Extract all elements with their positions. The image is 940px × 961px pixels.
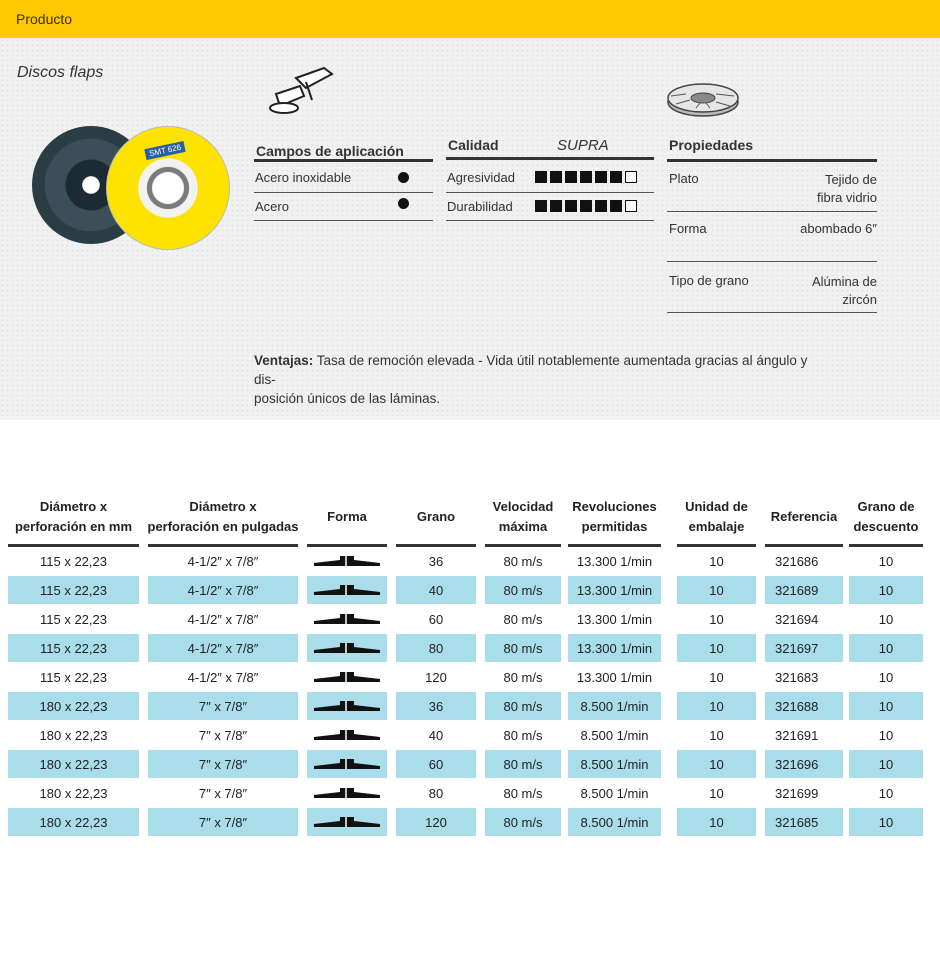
table-cell-ref: 321699 (775, 785, 819, 801)
table-cell-ref: 321694 (775, 611, 819, 627)
column-header: Diámetro x perforación en pulgadas (147, 499, 299, 534)
propiedades-rule (667, 159, 877, 162)
table-cell-rev: 8.500 1/min (568, 750, 661, 778)
table-cell-vel: 80 m/s (503, 553, 543, 569)
table-cell-mm: 115 x 22,23 (40, 553, 107, 569)
table-cell-grano: 40 (396, 576, 476, 604)
table-cell-desc: 10 (878, 669, 894, 685)
table-cell-rev: 8.500 1/min (580, 785, 649, 801)
table-cell-ref: 321696 (765, 750, 843, 778)
forma-shape-icon (307, 634, 387, 662)
table-cell-desc: 10 (878, 785, 894, 801)
rating-square-filled (580, 171, 592, 183)
forma-shape-icon (307, 663, 387, 691)
table-cell-mm: 115 x 22,23 (8, 634, 139, 662)
table-cell-grano: 60 (428, 611, 444, 627)
campos-item-label: Acero (255, 199, 289, 214)
table-cell-ref: 321688 (765, 692, 843, 720)
table-cell-unid: 10 (677, 634, 756, 662)
table-cell-desc: 10 (878, 611, 894, 627)
durabilidad-rating (535, 200, 637, 212)
propiedades-title: Propiedades (669, 137, 754, 153)
table-cell-in: 4-1/2″ x 7/8″ (187, 669, 259, 685)
table-cell-vel: 80 m/s (485, 634, 561, 662)
table-cell-rev: 8.500 1/min (568, 692, 661, 720)
column-header: Referencia (770, 509, 838, 524)
table-cell-unid: 10 (677, 576, 756, 604)
table-cell-vel: 80 m/s (503, 785, 543, 801)
table-cell-mm: 115 x 22,23 (40, 669, 107, 685)
table-cell-in: 7″ x 7/8″ (148, 808, 298, 836)
forma-shape-icon (307, 692, 387, 720)
table-cell-ref: 321691 (775, 727, 819, 743)
campos-item-label: Acero inoxidable (255, 170, 352, 185)
agresividad-rating (535, 171, 637, 183)
prop-label: Forma (669, 221, 707, 236)
rating-square-filled (595, 200, 607, 212)
rating-square-empty (625, 200, 637, 212)
table-cell-rev: 13.300 1/min (576, 553, 653, 569)
table-cell-mm: 180 x 22,23 (39, 727, 108, 743)
table-cell-unid: 10 (709, 785, 724, 801)
calidad-rule (446, 157, 654, 160)
table-cell-ref: 321689 (765, 576, 843, 604)
table-cell-rev: 13.300 1/min (568, 634, 661, 662)
column-header: Unidad de embalaje (685, 499, 748, 534)
table-cell-ref: 321683 (775, 669, 819, 685)
table-cell-rev: 8.500 1/min (580, 727, 649, 743)
applicable-dot-icon (398, 172, 409, 183)
forma-shape-icon (307, 547, 387, 575)
table-cell-desc: 10 (849, 576, 923, 604)
table-cell-mm: 180 x 22,23 (39, 785, 108, 801)
quality-grade: SUPRA (557, 137, 609, 154)
table-cell-unid: 10 (709, 611, 724, 627)
rating-square-filled (565, 171, 577, 183)
top-bar (0, 0, 940, 38)
angle-grinder-icon (266, 64, 336, 118)
table-cell-grano: 40 (428, 727, 444, 743)
table-cell-in: 7″ x 7/8″ (148, 750, 298, 778)
rating-square-filled (550, 171, 562, 183)
column-header: Diámetro x perforación en mm (14, 499, 133, 534)
divider (254, 192, 433, 193)
table-cell-ref: 321686 (775, 553, 819, 569)
table-cell-vel: 80 m/s (485, 692, 561, 720)
prop-label: Tipo de grano (669, 273, 749, 288)
divider (667, 312, 877, 313)
forma-shape-icon (307, 808, 387, 836)
table-cell-vel: 80 m/s (503, 669, 543, 685)
forma-shape-icon (307, 576, 387, 604)
calidad-title: Calidad (448, 137, 499, 153)
table-cell-in: 4-1/2″ x 7/8″ (148, 634, 298, 662)
table-cell-vel: 80 m/s (485, 576, 561, 604)
prop-label: Plato (669, 171, 699, 186)
table-cell-mm: 180 x 22,23 (8, 692, 139, 720)
table-cell-ref: 321697 (765, 634, 843, 662)
divider (446, 192, 654, 193)
header-title: Producto (16, 11, 73, 27)
table-cell-grano: 60 (396, 750, 476, 778)
disc-badge: SMT 626 (144, 141, 186, 160)
campos-title: Campos de aplicación (256, 143, 404, 159)
rating-square-filled (595, 171, 607, 183)
table-cell-desc: 10 (878, 553, 894, 569)
campos-rule (254, 159, 433, 162)
table-cell-mm: 180 x 22,23 (8, 750, 139, 778)
table-cell-unid: 10 (709, 727, 724, 743)
table-cell-unid: 10 (677, 692, 756, 720)
table-cell-in: 4-1/2″ x 7/8″ (148, 576, 298, 604)
table-cell-vel: 80 m/s (503, 727, 543, 743)
table-cell-grano: 120 (425, 669, 447, 685)
table-cell-rev: 13.300 1/min (576, 611, 653, 627)
rating-square-filled (535, 171, 547, 183)
divider (254, 220, 433, 221)
prop-value: Alúmina de zircón (811, 274, 877, 307)
rating-square-filled (610, 200, 622, 212)
table-cell-mm: 115 x 22,23 (40, 611, 107, 627)
ventajas-text: Ventajas: Tasa de remoción elevada - Vida útil notablemente aumentada gracias al ángulo y dis- posición únicos de las láminas. (254, 353, 808, 406)
table-cell-in: 4-1/2″ x 7/8″ (187, 553, 259, 569)
forma-shape-icon (307, 721, 387, 749)
table-cell-vel: 80 m/s (485, 808, 561, 836)
table-cell-grano: 80 (428, 785, 444, 801)
forma-shape-icon (307, 750, 387, 778)
rating-square-filled (535, 200, 547, 212)
divider (446, 220, 654, 221)
table-cell-desc: 10 (849, 750, 923, 778)
rating-square-filled (610, 171, 622, 183)
column-header: Revoluciones permitidas (572, 499, 657, 534)
table-cell-unid: 10 (677, 808, 756, 836)
forma-shape-icon (307, 779, 387, 807)
rating-square-filled (550, 200, 562, 212)
table-cell-mm: 180 x 22,23 (8, 808, 139, 836)
column-header: Velocidad máxima (492, 499, 554, 534)
table-cell-vel: 80 m/s (485, 750, 561, 778)
table-cell-vel: 80 m/s (503, 611, 543, 627)
table-cell-grano: 120 (396, 808, 476, 836)
column-header: Grano (416, 509, 456, 524)
table-cell-desc: 10 (849, 692, 923, 720)
table-cell-in: 7″ x 7/8″ (198, 727, 248, 743)
prop-value: Tejido de fibra vidrio (817, 172, 877, 205)
column-header: Grano de descuento (853, 499, 919, 534)
product-name: Discos flaps (17, 64, 104, 81)
table-cell-ref: 321685 (765, 808, 843, 836)
divider (667, 261, 877, 262)
table-cell-rev: 13.300 1/min (576, 669, 653, 685)
divider (667, 211, 877, 212)
table-cell-in: 7″ x 7/8″ (148, 692, 298, 720)
calidad-item-label: Agresividad (447, 170, 515, 185)
rating-square-empty (625, 171, 637, 183)
table-cell-in: 7″ x 7/8″ (198, 785, 248, 801)
table-cell-rev: 13.300 1/min (568, 576, 661, 604)
table-cell-desc: 10 (849, 634, 923, 662)
table-cell-unid: 10 (709, 553, 724, 569)
table-cell-grano: 36 (396, 692, 476, 720)
flap-disc-icon (666, 80, 740, 118)
column-header: Forma (327, 509, 367, 524)
table-cell-desc: 10 (849, 808, 923, 836)
table-cell-grano: 80 (396, 634, 476, 662)
flap-disc-label-image (106, 126, 230, 250)
table-cell-rev: 8.500 1/min (568, 808, 661, 836)
table-cell-unid: 10 (677, 750, 756, 778)
table-cell-in: 4-1/2″ x 7/8″ (187, 611, 259, 627)
forma-shape-icon (307, 605, 387, 633)
rating-square-filled (565, 200, 577, 212)
table-cell-unid: 10 (709, 669, 724, 685)
calidad-item-label: Durabilidad (447, 199, 513, 214)
table-cell-grano: 36 (428, 553, 444, 569)
prop-value: abombado 6″ (800, 221, 877, 236)
table-cell-mm: 115 x 22,23 (8, 576, 139, 604)
rating-square-filled (580, 200, 592, 212)
applicable-dot-icon (398, 198, 409, 209)
table-cell-desc: 10 (878, 727, 894, 743)
